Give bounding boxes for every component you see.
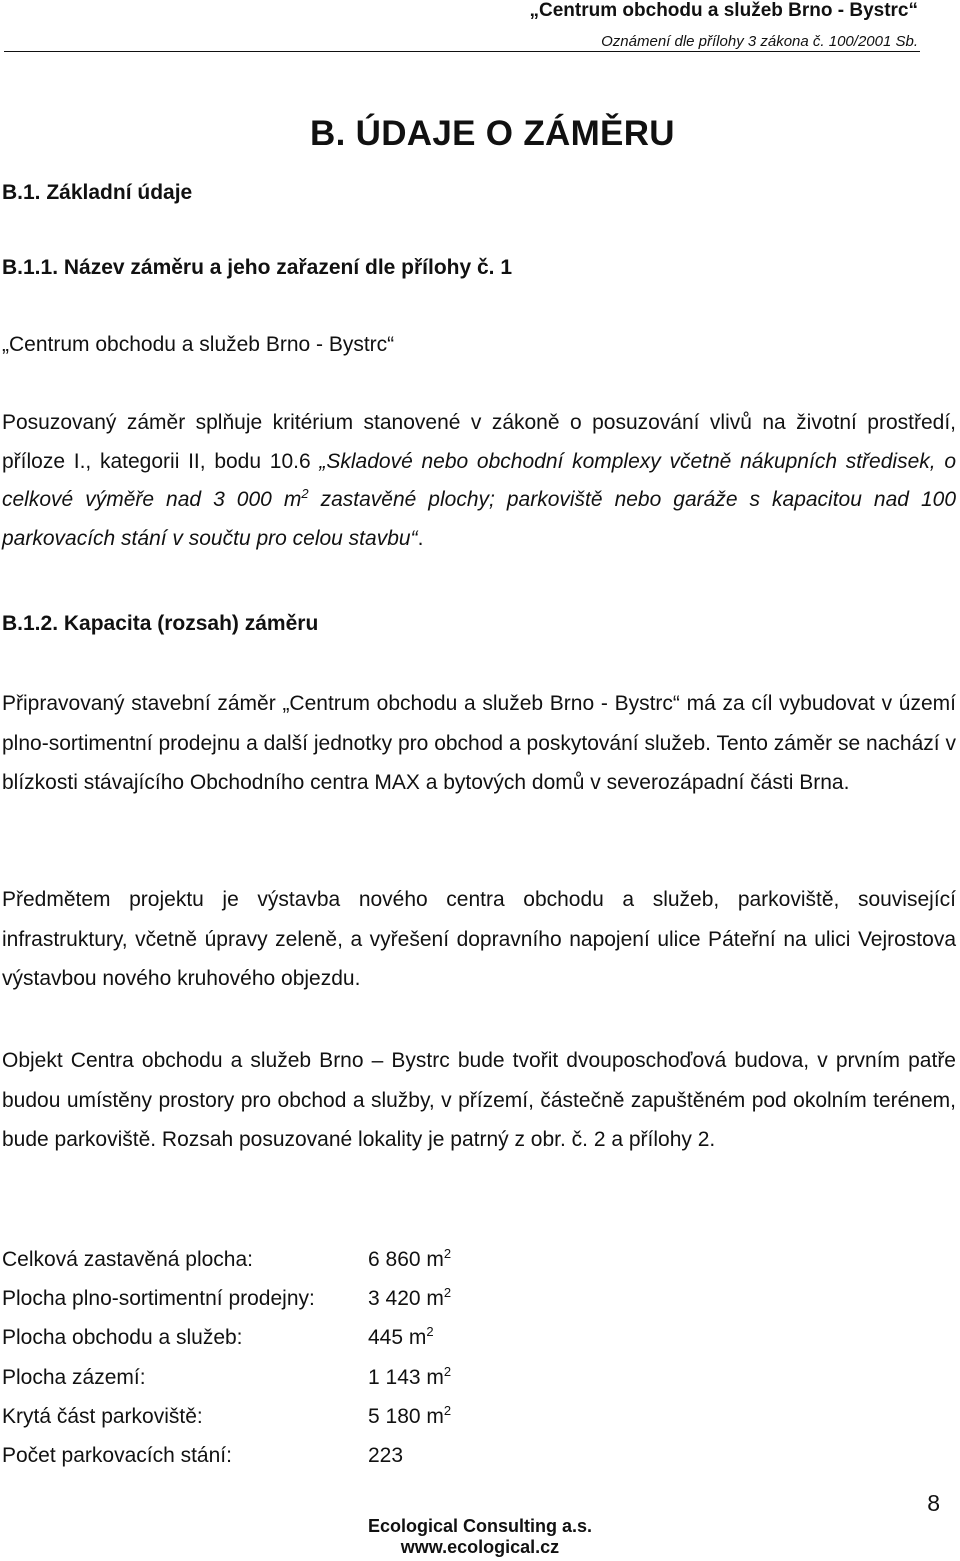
capacity-row xyxy=(2,1397,451,1436)
capacity-value: 5 180 m xyxy=(368,1404,444,1428)
capacity-unit-sup: 2 xyxy=(443,1402,452,1418)
capacity-unit-sup: 2 xyxy=(443,1363,452,1379)
capacity-label: Krytá část parkoviště: xyxy=(2,1404,203,1428)
classification-quote-b: zastavěné plochy; parkoviště nebo garáže s kapacitou nad 100 parkovacích stání v součtu pro celou stavbu“ xyxy=(2,488,956,550)
paragraph: Připravovaný stavební záměr „Centrum obchodu a služeb Brno - Bystrc“ má za cíl vybudovat v území plno-sortimentní prodejnu a další jednotky pro obchod a poskytování služeb. Tento záměr se nachází v blízkosti stávajícího Obchodního centra MAX a bytových domů v severozápadní části Brna. xyxy=(2,692,956,794)
capacity-label: Plocha plno-sortimentní prodejny: xyxy=(2,1287,315,1311)
section-heading-b12: B.1.2. Kapacita (rozsah) záměru xyxy=(2,612,319,635)
footer-website: www.ecological.cz xyxy=(400,1537,560,1557)
capacity-row xyxy=(2,1436,451,1475)
classification-text: Posuzovaný záměr splňuje kritérium stanovené v zákoně o posuzování vlivů na životní prostředí, příloze I., kategorii II, bodu 10.6 xyxy=(2,411,956,473)
paragraph: Předmětem projektu je výstavba nového centra obchodu a služeb, parkoviště, související infrastruktury, včetně úpravy zeleně, a vyřešení dopravního napojení ulice Páteřní na ulici Vejrostova výstavbou nového kruhového objezdu. xyxy=(2,888,956,990)
capacity-table xyxy=(2,1240,451,1475)
section-heading-b1: B.1. Základní údaje xyxy=(2,181,193,204)
capacity-label: Plocha zázemí: xyxy=(2,1365,146,1389)
footer-company: Ecological Consulting a.s. xyxy=(367,1516,593,1536)
capacity-row xyxy=(2,1240,451,1279)
header-subtitle: Oznámení dle přílohy 3 zákona č. 100/2001 Sb. xyxy=(601,33,918,50)
classification-quote-a: „Skladové nebo obchodní komplexy včetně nákupních středisek, o celkové výměře nad 3 000 m xyxy=(2,449,956,511)
capacity-label: Počet parkovacích stání: xyxy=(2,1443,232,1467)
project-name: „Centrum obchodu a služeb Brno - Bystrc“ xyxy=(2,333,395,356)
capacity-value: 223 xyxy=(368,1443,404,1467)
page-number: 8 xyxy=(927,1490,940,1516)
capacity-value: 6 860 m xyxy=(368,1248,444,1271)
capacity-unit-sup: 2 xyxy=(443,1285,452,1301)
header-divider xyxy=(4,51,920,52)
capacity-row xyxy=(2,1358,451,1397)
section-heading-b11: B.1.1. Název záměru a jeho zařazení dle přílohy č. 1 xyxy=(2,256,513,279)
capacity-unit-sup: 2 xyxy=(443,1246,452,1261)
paragraph: Objekt Centra obchodu a služeb Brno – Bystrc bude tvořit dvouposchoďová budova, v prvním patře budou umístěny prostory pro obchod a služby, v přízemí, částečně zapuštěném pod okolním terénem, bude parkoviště. Rozsah posuzované lokality je patrný z obr. č. 2 a přílohy 2. xyxy=(2,1049,956,1151)
capacity-row xyxy=(2,1318,451,1357)
classification-end: . xyxy=(417,526,424,550)
capacity-value: 3 420 m xyxy=(368,1287,444,1311)
classification-paragraph xyxy=(2,404,956,558)
classification-sup: 2 xyxy=(301,486,309,501)
page-title: B. ÚDAJE O ZÁMĚRU xyxy=(310,114,675,153)
capacity-label: Plocha obchodu a služeb: xyxy=(2,1326,243,1350)
capacity-value: 445 m xyxy=(368,1326,427,1350)
capacity-unit-sup: 2 xyxy=(426,1324,434,1340)
capacity-label: Celková zastavěná plocha: xyxy=(2,1248,253,1271)
header-title: „Centrum obchodu a služeb Brno - Bystrc“ xyxy=(529,0,918,21)
capacity-value: 1 143 m xyxy=(368,1365,444,1389)
capacity-row xyxy=(2,1279,451,1318)
